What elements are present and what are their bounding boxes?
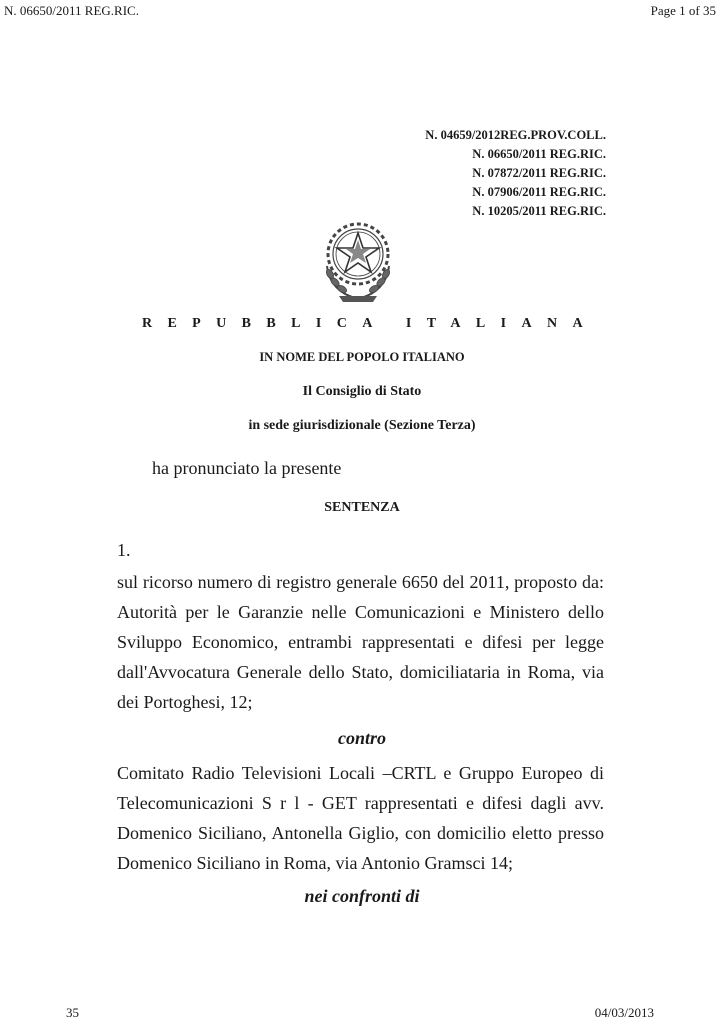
reference-number: N. 10205/2011 REG.RIC. [472, 204, 606, 218]
reference-number: N. 07906/2011 REG.RIC. [472, 185, 606, 199]
page-header-left: N. 06650/2011 REG.RIC. [4, 3, 139, 18]
ricorso-paragraph: sul ricorso numero di registro generale 6650 del 2011, proposto da: Autorità per le Garanzie nelle Comunicazioni e Ministero dello Sviluppo Economico, entrambi rappresentati e difesi per legge dall'Avvocatura Generale dello Stato, domiciliataria in Roma, via dei Portoghesi, 12; [117, 572, 604, 712]
reference-number: N. 04659/2012REG.PROV.COLL. [425, 128, 606, 142]
page-footer-right: 04/03/2013 [594, 1005, 654, 1020]
page-footer-left: 35 [66, 1005, 79, 1020]
in-nome-heading: IN NOME DEL POPOLO ITALIANO [259, 350, 465, 364]
section-number: 1. [117, 540, 131, 560]
controparte-paragraph: Comitato Radio Televisioni Locali –CRTL e Gruppo Europeo di Telecomunicazioni S r l - GET rappresentati e difesi dagli avv. Domenico Siciliano, Antonella Giglio, con domicilio eletto presso Domenico Siciliano in Roma, via Antonio Gramsci 14; [117, 763, 604, 873]
reference-numbers [425, 126, 606, 221]
sentenza-heading: SENTENZA [324, 500, 400, 515]
nei-confronti-heading: nei confronti di [304, 886, 420, 906]
reference-number: N. 06650/2011 REG.RIC. [472, 147, 606, 161]
intro-line: ha pronunciato la presente [152, 458, 342, 478]
reference-number: N. 07872/2011 REG.RIC. [472, 166, 606, 180]
page-header-right: Page 1 of 35 [650, 3, 716, 18]
consiglio-heading: Il Consiglio di Stato [302, 384, 422, 399]
contro-heading: contro [337, 728, 386, 748]
sede-heading: in sede giurisdizionale (Sezione Terza) [248, 418, 476, 433]
italian-republic-emblem-icon [317, 214, 399, 306]
republic-title: REPUBBLICA ITALIANA [141, 316, 599, 331]
